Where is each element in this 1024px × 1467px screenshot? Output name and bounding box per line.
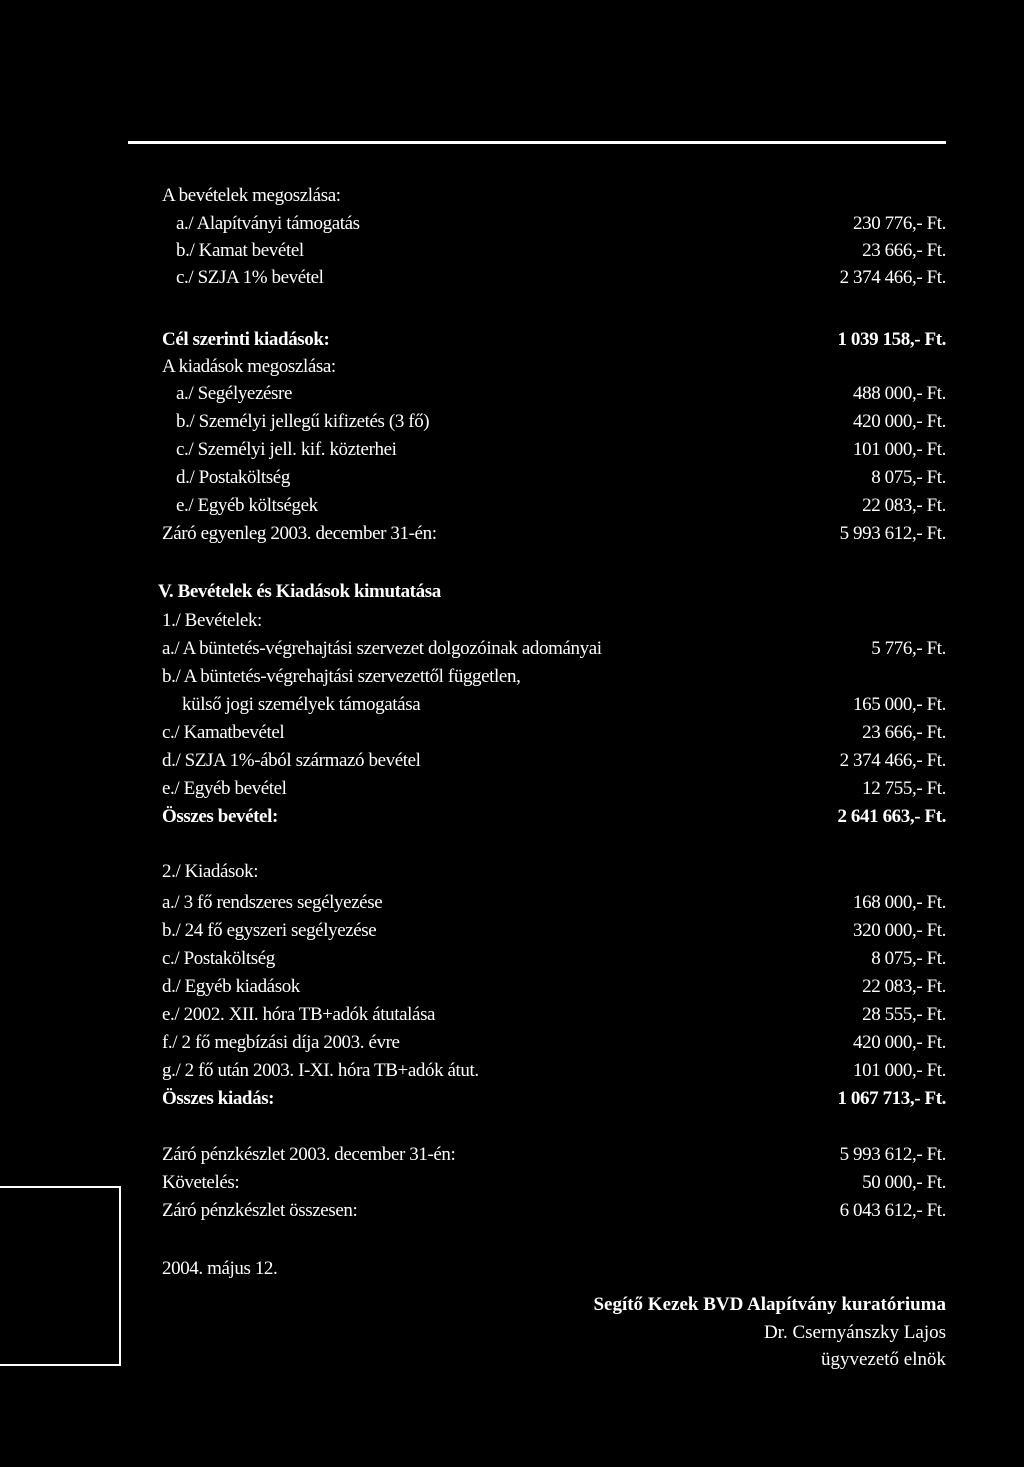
outgoing-heading: 2./ Kiadások: [162, 861, 259, 882]
income-total-label: Összes bevétel: [162, 806, 278, 827]
income-row [0, 721, 1024, 749]
expense-amount: 420 000,- Ft. [853, 411, 946, 432]
outgoing-amount: 320 000,- Ft. [853, 920, 946, 941]
expense-row [0, 438, 1024, 466]
document-date: 2004. május 12. [162, 1258, 278, 1279]
expense-row [0, 494, 1024, 522]
date-row [0, 1257, 1024, 1285]
revenue-row [0, 239, 1024, 267]
revenue-split-heading-row [0, 184, 1024, 212]
income-label: b./ A büntetés-végrehajtási szervezettől független, [162, 666, 521, 687]
outgoing-total-amount: 1 067 713,- Ft. [837, 1088, 946, 1109]
outgoing-amount: 101 000,- Ft. [853, 1060, 946, 1081]
expense-amount: 101 000,- Ft. [853, 439, 946, 460]
revenue-split-heading: A bevételek megoszlása: [162, 185, 341, 206]
closing-row [0, 1171, 1024, 1199]
expense-label: c./ Személyi jell. kif. közterhei [176, 439, 397, 460]
closing-balance-label: Záró egyenleg 2003. december 31-én: [162, 523, 437, 544]
expense-amount: 8 075,- Ft. [871, 467, 946, 488]
revenue-row [0, 266, 1024, 294]
income-amount: 23 666,- Ft. [862, 722, 946, 743]
income-heading-row [0, 609, 1024, 637]
outgoing-row [0, 1003, 1024, 1031]
closing-label: Záró pénzkészlet 2003. december 31-én: [162, 1144, 456, 1165]
income-total-amount: 2 641 663,- Ft. [837, 806, 946, 827]
signature-org: Segítő Kezek BVD Alapítvány kuratóriuma [593, 1294, 946, 1315]
outgoing-row [0, 891, 1024, 919]
income-row [0, 777, 1024, 805]
outgoing-label: d./ Egyéb kiadások [162, 976, 300, 997]
section-v-title-row [0, 580, 1024, 608]
expenses-heading-amount: 1 039 158,- Ft. [837, 329, 946, 350]
outgoing-amount: 420 000,- Ft. [853, 1032, 946, 1053]
signature-role: ügyvezető elnök [820, 1349, 946, 1370]
income-amount: 12 755,- Ft. [862, 778, 946, 799]
expense-row [0, 410, 1024, 438]
expense-row [0, 382, 1024, 410]
outgoing-label: e./ 2002. XII. hóra TB+adók átutalása [162, 1004, 436, 1025]
outgoing-row [0, 919, 1024, 947]
income-label: a./ A büntetés-végrehajtási szervezet dolgozóinak adományai [162, 638, 602, 659]
income-amount: 5 776,- Ft. [871, 638, 946, 659]
expenses-subheading: A kiadások megoszlása: [162, 356, 336, 377]
outgoing-label: f./ 2 fő megbízási díja 2003. évre [162, 1032, 400, 1053]
closing-balance-amount: 5 993 612,- Ft. [839, 523, 946, 544]
revenue-label: c./ SZJA 1% bevétel [176, 267, 324, 288]
income-label: külső jogi személyek támogatása [182, 694, 421, 715]
signature-name: Dr. Csernyánszky Lajos [763, 1322, 946, 1343]
closing-label: Záró pénzkészlet összesen: [162, 1200, 358, 1221]
revenue-amount: 2 374 466,- Ft. [839, 267, 946, 288]
outgoing-heading-row [0, 860, 1024, 888]
closing-amount: 50 000,- Ft. [862, 1172, 946, 1193]
income-row [0, 749, 1024, 777]
revenue-label: a./ Alapítványi támogatás [176, 213, 360, 234]
expenses-heading: Cél szerinti kiadások: [162, 329, 330, 350]
expense-amount: 22 083,- Ft. [862, 495, 946, 516]
closing-amount: 5 993 612,- Ft. [839, 1144, 946, 1165]
expense-label: e./ Egyéb költségek [176, 495, 318, 516]
outgoing-row [0, 975, 1024, 1003]
outgoing-total-label: Összes kiadás: [162, 1088, 275, 1109]
outgoing-label: c./ Postaköltség [162, 948, 275, 969]
closing-row [0, 1199, 1024, 1227]
income-total-row [0, 805, 1024, 833]
income-row [0, 693, 1024, 721]
closing-amount: 6 043 612,- Ft. [839, 1200, 946, 1221]
top-rule [128, 141, 946, 144]
closing-row [0, 1143, 1024, 1171]
expense-label: d./ Postaköltség [176, 467, 290, 488]
expense-amount: 488 000,- Ft. [853, 383, 946, 404]
outgoing-label: g./ 2 fő után 2003. I-XI. hóra TB+adók átut. [162, 1060, 479, 1081]
income-label: e./ Egyéb bevétel [162, 778, 287, 799]
income-row [0, 637, 1024, 665]
outgoing-amount: 22 083,- Ft. [862, 976, 946, 997]
expenses-heading-row [0, 328, 1024, 356]
closing-label: Követelés: [162, 1172, 240, 1193]
revenue-amount: 23 666,- Ft. [862, 240, 946, 261]
income-heading: 1./ Bevételek: [162, 610, 262, 631]
outgoing-row [0, 1059, 1024, 1087]
expense-label: b./ Személyi jellegű kifizetés (3 fő) [176, 411, 430, 432]
income-label: d./ SZJA 1%-ából származó bevétel [162, 750, 421, 771]
outgoing-label: b./ 24 fő egyszeri segélyezése [162, 920, 377, 941]
revenue-row [0, 212, 1024, 240]
section-v-title: V. Bevételek és Kiadások kimutatása [158, 581, 441, 602]
closing-balance-row [0, 522, 1024, 550]
revenue-label: b./ Kamat bevétel [176, 240, 304, 261]
outgoing-amount: 28 555,- Ft. [862, 1004, 946, 1025]
income-amount: 165 000,- Ft. [853, 694, 946, 715]
outgoing-total-row [0, 1087, 1024, 1115]
income-label: c./ Kamatbevétel [162, 722, 285, 743]
outgoing-label: a./ 3 fő rendszeres segélyezése [162, 892, 383, 913]
income-row [0, 665, 1024, 693]
expense-label: a./ Segélyezésre [176, 383, 292, 404]
outgoing-row [0, 1031, 1024, 1059]
income-amount: 2 374 466,- Ft. [839, 750, 946, 771]
outgoing-row [0, 947, 1024, 975]
revenue-amount: 230 776,- Ft. [853, 213, 946, 234]
outgoing-amount: 168 000,- Ft. [853, 892, 946, 913]
expenses-subheading-row [0, 355, 1024, 383]
expense-row [0, 466, 1024, 494]
outgoing-amount: 8 075,- Ft. [871, 948, 946, 969]
